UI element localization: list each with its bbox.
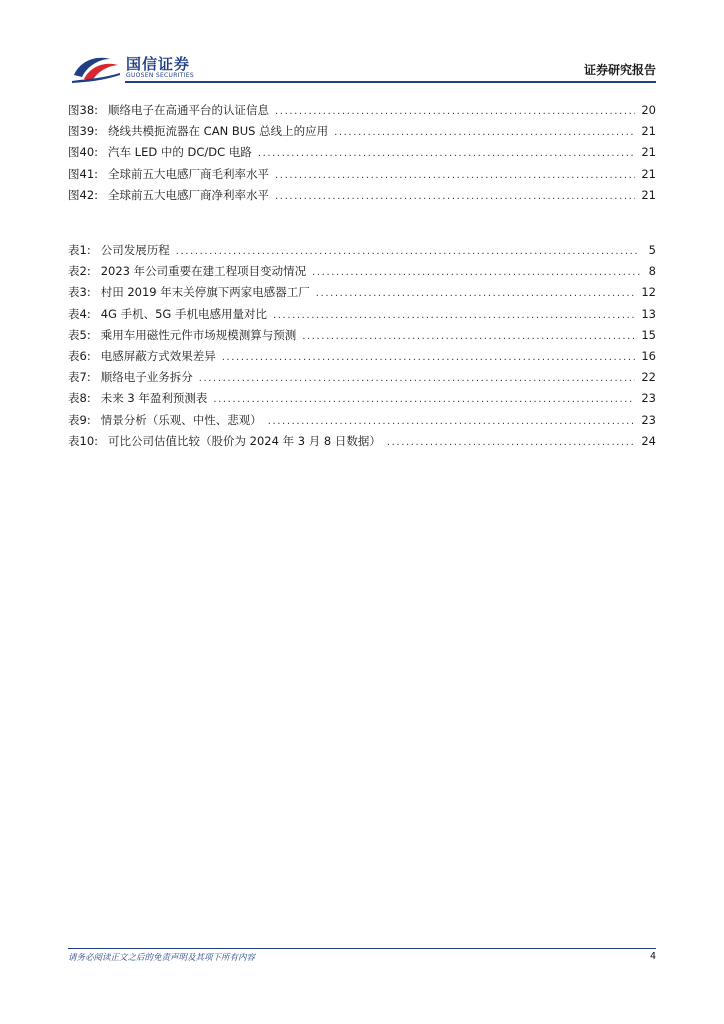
entry-title: 村田 2019 年末关停旗下两家电感器工厂 xyxy=(100,285,310,300)
report-type-label: 证券研究报告 xyxy=(583,63,656,77)
entry-page-number: 20 xyxy=(641,103,656,117)
table-toc-entry[interactable] xyxy=(68,367,656,388)
entry-page-number: 13 xyxy=(641,306,656,321)
figure-toc-entry[interactable] xyxy=(68,142,656,163)
dot-leader xyxy=(268,411,636,432)
table-toc-entry[interactable] xyxy=(68,325,656,346)
entry-page-number: 23 xyxy=(641,391,656,406)
entry-label: 表7: xyxy=(68,370,91,385)
dot-leader xyxy=(275,101,635,122)
entry-page-number: 21 xyxy=(641,124,656,139)
entry-label: 表6: xyxy=(68,348,91,363)
entry-title: 顺络电子在高通平台的认证信息 xyxy=(108,103,270,117)
table-toc-entry[interactable] xyxy=(68,304,656,325)
figure-toc-entry[interactable] xyxy=(68,185,656,206)
entry-label: 表1: xyxy=(68,243,91,257)
table-toc-entry[interactable] xyxy=(68,410,656,431)
page-header xyxy=(68,50,656,84)
entry-title: 汽车 LED 中的 DC/DC 电路 xyxy=(108,145,252,160)
footer-divider xyxy=(68,948,656,949)
entry-label: 表5: xyxy=(68,327,91,342)
table-toc-entry[interactable] xyxy=(68,240,656,261)
entry-title: 2023 年公司重要在建工程项目变动情况 xyxy=(100,264,307,279)
entry-page-number: 24 xyxy=(641,433,656,448)
dot-leader xyxy=(176,241,640,262)
entry-label: 表9: xyxy=(68,412,91,427)
entry-title: 乘用车用磁性元件市场规模测算与预测 xyxy=(100,327,297,342)
entry-label: 表2: xyxy=(68,264,91,279)
entry-page-number: 12 xyxy=(641,285,656,300)
disclaimer-note: 请务必阅读正文之后的免责声明及其项下所有内容 xyxy=(68,953,256,963)
entry-title: 未来 3 年盈利预测表 xyxy=(100,391,208,406)
entry-title: 情景分析（乐观、中性、悲观） xyxy=(100,412,262,427)
dot-leader xyxy=(312,262,640,283)
table-toc-entry[interactable] xyxy=(68,261,656,282)
entry-page-number: 22 xyxy=(641,370,656,385)
entry-title: 绕线共模扼流器在 CAN BUS 总线上的应用 xyxy=(108,124,329,139)
entry-label: 图41: xyxy=(68,166,99,181)
dot-leader xyxy=(387,432,636,453)
logo-chinese-name: 国信证券 xyxy=(126,55,191,73)
page-number: 4 xyxy=(649,951,656,962)
figure-toc-entry[interactable] xyxy=(68,164,656,185)
dot-leader xyxy=(199,368,636,389)
entry-label: 表10: xyxy=(68,433,99,448)
entry-page-number: 23 xyxy=(641,412,656,427)
entry-page-number: 8 xyxy=(648,264,656,279)
dot-leader xyxy=(275,165,635,186)
entry-page-number: 21 xyxy=(641,187,656,202)
table-toc-entry[interactable] xyxy=(68,388,656,409)
entry-title: 可比公司估值比较（股价为 2024 年 3 月 8 日数据） xyxy=(108,433,381,448)
entry-label: 图38: xyxy=(68,103,99,117)
entry-label: 表8: xyxy=(68,391,91,406)
dot-leader xyxy=(316,283,636,304)
dot-leader xyxy=(273,305,635,326)
figure-list xyxy=(68,100,656,206)
table-toc-entry[interactable] xyxy=(68,431,656,452)
entry-title: 全球前五大电感厂商净利率水平 xyxy=(108,187,270,202)
guosen-logo xyxy=(68,50,228,84)
logo-english-name: GUOSEN SECURITIES xyxy=(126,72,195,79)
entry-title: 4G 手机、5G 手机电感用量对比 xyxy=(100,306,267,321)
entry-page-number: 21 xyxy=(641,166,656,181)
entry-title: 公司发展历程 xyxy=(100,243,170,257)
header-divider xyxy=(125,81,656,83)
entry-label: 图42: xyxy=(68,187,99,202)
dot-leader xyxy=(275,186,635,207)
dot-leader xyxy=(334,122,635,143)
entry-page-number: 16 xyxy=(641,348,656,363)
dot-leader xyxy=(258,143,636,164)
entry-label: 表3: xyxy=(68,285,91,300)
entry-page-number: 5 xyxy=(648,243,656,257)
dot-leader xyxy=(302,326,635,347)
entry-title: 顺络电子业务拆分 xyxy=(100,370,193,385)
table-toc-entry[interactable] xyxy=(68,282,656,303)
entry-title: 电感屏蔽方式效果差异 xyxy=(100,348,216,363)
entry-label: 图39: xyxy=(68,124,99,139)
table-toc-entry[interactable] xyxy=(68,346,656,367)
guosen-logo-icon xyxy=(70,53,122,83)
entry-label: 图40: xyxy=(68,145,99,160)
table-list xyxy=(68,240,656,452)
entry-label: 表4: xyxy=(68,306,91,321)
figure-toc-entry[interactable] xyxy=(68,121,656,142)
entry-title: 全球前五大电感厂商毛利率水平 xyxy=(108,166,270,181)
dot-leader xyxy=(213,389,635,410)
entry-page-number: 15 xyxy=(641,327,656,342)
figure-toc-entry[interactable] xyxy=(68,100,656,121)
entry-page-number: 21 xyxy=(641,145,656,160)
dot-leader xyxy=(222,347,636,368)
